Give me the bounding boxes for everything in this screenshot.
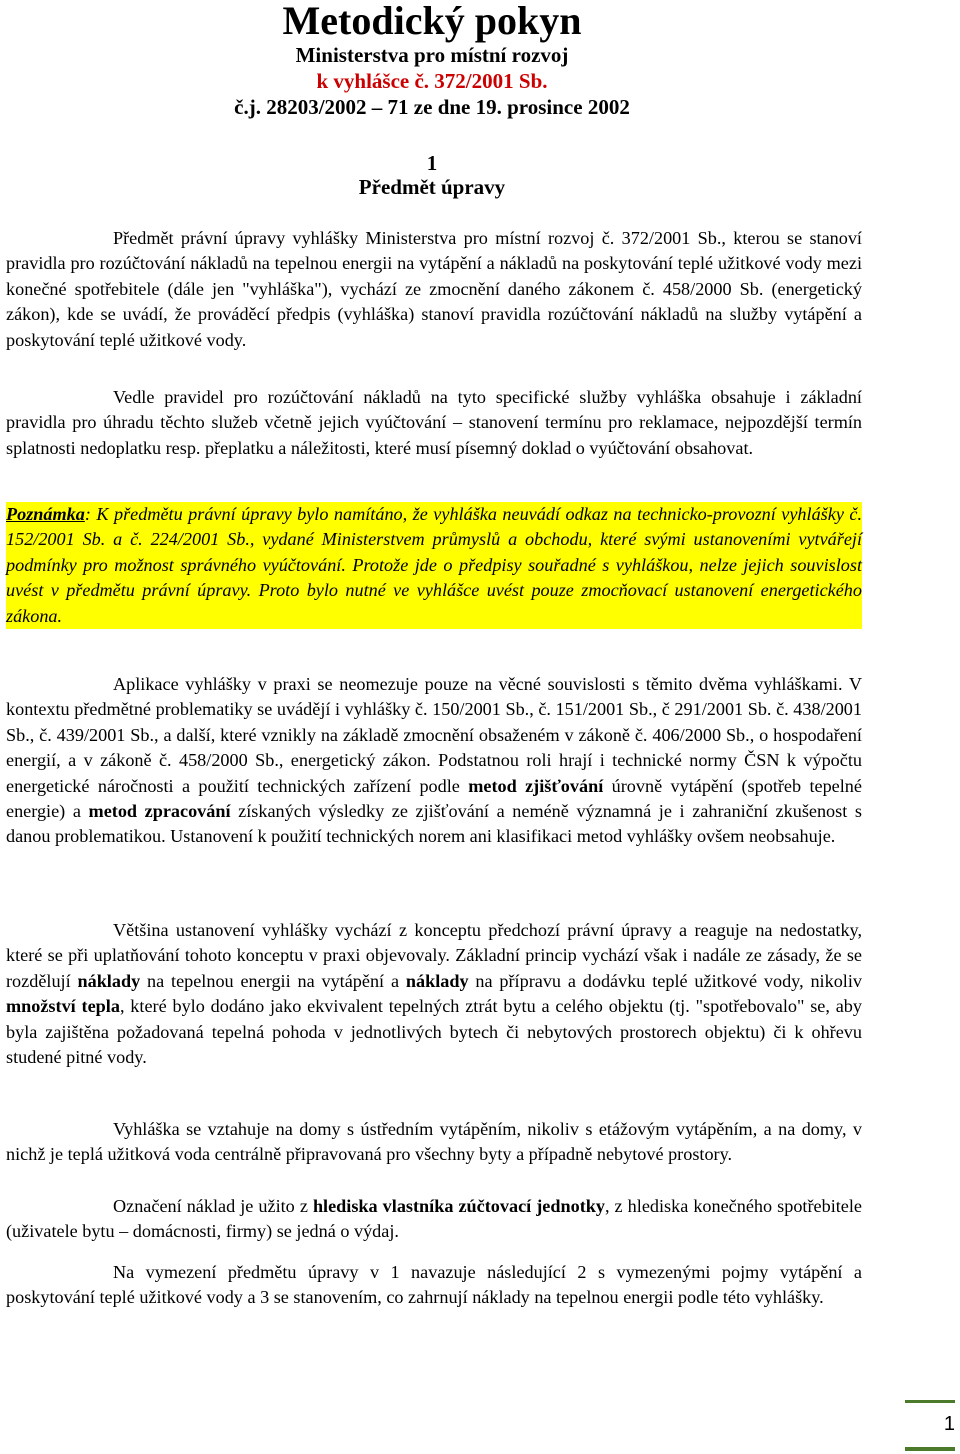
- para4-text-1: Většina ustanovení vyhlášky vychází z konceptu předchozí právní úpravy a reaguje na nedostatky, které se při uplatňování tohoto konceptu v praxi objevovaly. Základní princip vychází však i nadále ze zásady, že se rozdělují: [6, 920, 862, 991]
- para3-bold-1: metod zjišťování: [468, 775, 604, 796]
- ministry-name: Ministerstva pro místní rozvoj: [295, 43, 569, 67]
- paragraph-cost-definition: [6, 1194, 862, 1245]
- para4-bold-1: náklady: [77, 970, 141, 991]
- para3-text-2: úrovně vytápění (spotřeb tepelné energie) a: [6, 775, 862, 822]
- para4-text-3: na přípravu a dodávku teplé užitkové vody, nikoliv: [468, 970, 862, 991]
- paragraph-scope: Vyhláška se vztahuje na domy s ústředním vytápěním, nikoliv s etážovým vytápěním, a na domy, v nichž je teplá užitková voda centrálně připravovaná pro všechny byty a případně nebytové prostory.: [6, 1119, 862, 1165]
- section-heading: Předmět úpravy: [358, 175, 506, 199]
- para3-text-3: získaných výsledky ze zjišťování a neméně významná je i zahraniční zkušenost s danou problematikou. Ustanovení k použití technických norem ani klasifikaci metod vyhlášky ovšem neobsahuje.: [6, 801, 862, 847]
- para4-text-4: , které bylo dodáno jako ekvivalent tepelných ztrát bytu a celého objektu (tj. "spotřebovalo" se, aby byla zajištěna požadovaná tepelná pohoda v jednotlivých bytech či nebytových prostorech objektu) či k ohřevu studené pitné vody.: [6, 996, 862, 1068]
- section-number: 1: [426, 151, 438, 175]
- reference-number: č.j. 28203/2002 – 71 ze dne 19. prosince 2002: [234, 95, 630, 119]
- note-label: Poznámka: [6, 504, 85, 524]
- para6-bold-1: hlediska vlastníka zúčtovací jednotky: [312, 1196, 605, 1216]
- page-number: 1: [905, 1400, 955, 1451]
- document-title: Metodický pokyn: [282, 0, 582, 43]
- decree-reference: k vyhlášce č. 372/2001 Sb.: [316, 69, 548, 93]
- note-text: : K předmětu právní úpravy bylo namítáno, že vyhláška neuvádí odkaz na technicko-provozní vyhlášky č. 152/2001 Sb. a č. 224/2001 Sb., vydané Ministerstvem průmyslů a obchodu, které svými ustanoveními vytvářejí podmínky pro možnost správného vyúčtování. Protože jde o předpisy souřadné s vyhláškou, nelze jejich souvislost uvést v předmětu právní úpravy. Proto bylo nutné ve vyhlášce uvést pouze zmocňovací ustanovení energetického zákona.: [6, 504, 862, 626]
- paragraph-subject: Předmět právní úpravy vyhlášky Ministerstva pro místní rozvoj č. 372/2001 Sb., kterou se stanoví pravidla pro rozúčtování nákladů na tepelnou energii na vytápění a nákladů na poskytování teplé užitkové vody mezi konečné spotřebitele (dále jen "vyhláška"), vychází ze zmocnění daného zákonem č. 458/2000 Sb. (energetický zákon), kde se uvádí, že prováděcí předpis (vyhláška) stanoví pravidla rozúčtování nákladů na služby vytápění a poskytování teplé užitkové vody.: [6, 228, 862, 350]
- para4-bold-3: množství tepla: [6, 996, 120, 1017]
- paragraph-billing-rules: Vedle pravidel pro rozúčtování nákladů na tyto specifické služby vyhláška obsahuje i základní pravidla pro úhradu těchto služeb včetně jejich vyúčtování – stanovení termínu pro reklamace, nejpozdější termín splatnosti nedoplatku resp. přeplatku a náležitosti, které musí písemný doklad o vyúčtování obsahovat.: [6, 387, 862, 458]
- paragraph-application: [6, 672, 862, 850]
- para6-text-1: Označení náklad je užito z: [113, 1196, 313, 1216]
- para3-text-1: Aplikace vyhlášky v praxi se neomezuje pouze na věcné souvislosti s těmito dvěma vyhláškami. V kontextu předmětné problematiky se uvádějí i vyhlášky č. 150/2001 Sb., č. 151/2001 Sb., č 291/2001 Sb. č. 438/2001 Sb., č. 439/2001 Sb., a další, které vznikly na základě zmocnění obsaženém v zákoně č. 406/2000 Sb., o hospodaření energií, a v zákoně č. 458/2000 Sb., energetický zákon. Podstatnou roli hrají i technické normy ČSN k výpočtu energetické náročnosti a použití technických zařízení podle: [6, 674, 862, 796]
- paragraph-follow-up: Na vymezení předmětu úpravy v 1 navazuje následující 2 s vymezenými pojmy vytápění a poskytování teplé užitkové vody a 3 se stanovením, co zahrnují náklady na tepelnou energii podle této vyhlášky.: [6, 1262, 862, 1308]
- para6-text-2: , z hlediska konečného spotřebitele (uživatele bytu – domácnosti, firmy) se jedná o výdaj.: [6, 1196, 863, 1242]
- paragraph-concept: [6, 918, 862, 1070]
- note-block: [6, 502, 862, 629]
- para4-bold-2: náklady: [405, 970, 469, 991]
- para3-bold-2: metod zpracování: [88, 801, 231, 822]
- para4-text-2: na tepelnou energii na vytápění a: [140, 970, 406, 991]
